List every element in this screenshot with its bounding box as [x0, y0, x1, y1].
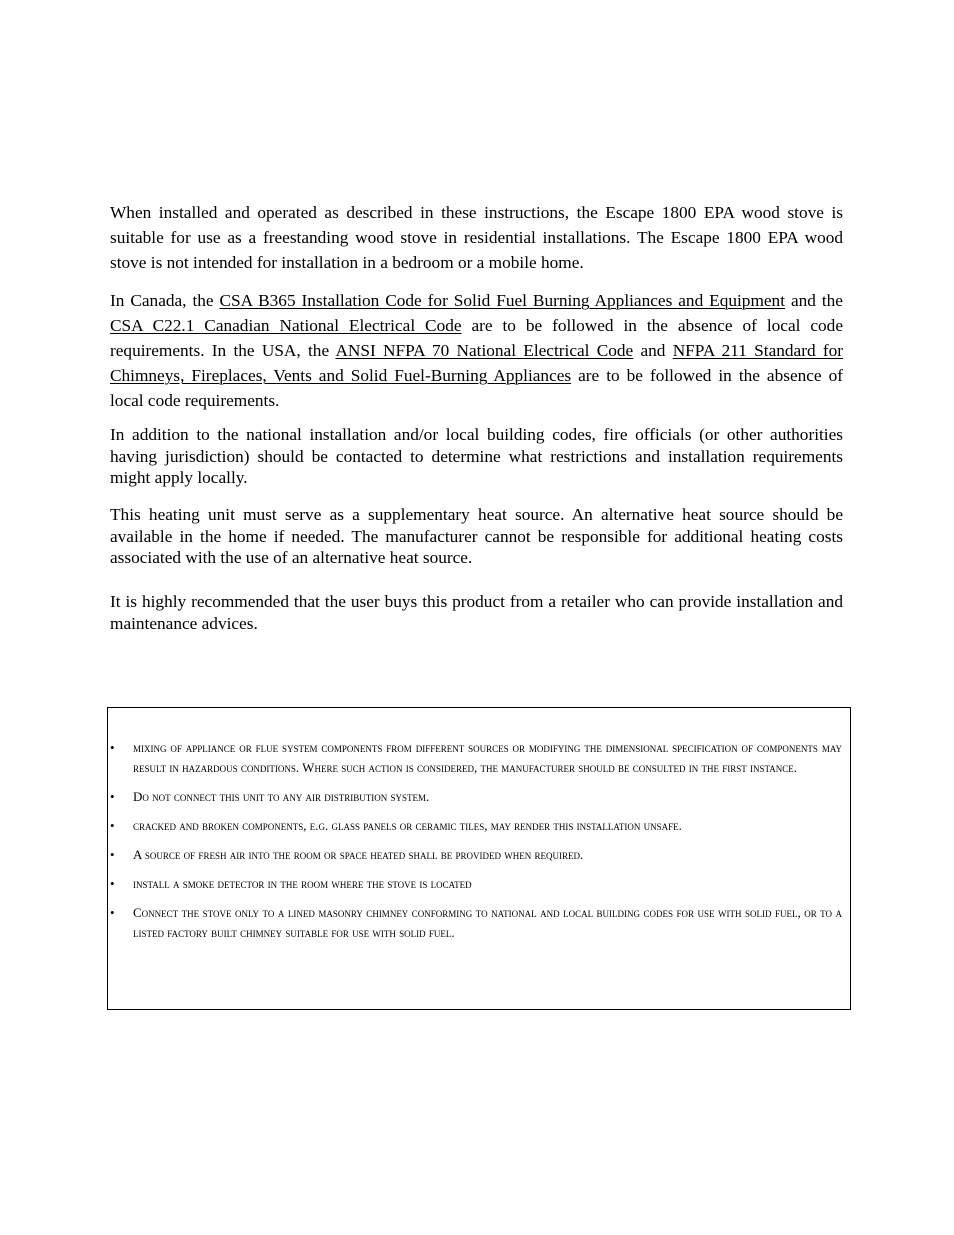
- bullet-icon: •: [110, 905, 115, 920]
- codes-text-2: and the: [785, 291, 843, 310]
- intro-paragraph-retailer: It is highly recommended that the user buys this product from a retailer who can provide installation and maintenance advices.: [110, 592, 843, 633]
- codes-text-3: are to be followed in the absence of local code requirements. In the USA, the: [110, 316, 843, 360]
- warning-item: [108, 845, 850, 865]
- codes-text-1: In Canada, the: [110, 291, 220, 310]
- link-nfpa-211[interactable]: NFPA 211 Standard for Chimneys, Fireplaces, Vents and Solid Fuel-Burning Appliances: [110, 341, 844, 385]
- warning-text: mixing of appliance or flue system components from different sources or modifying the dimensional specification of components may result in hazardous conditions. Where such action is considered, the manufacturer should be consulted in the first instance.: [133, 740, 842, 775]
- intro-paragraph-local-authorities: In addition to the national installation and/or local building codes, fire officials (or other authorities having jurisdiction) should be contacted to determine what restrictions and installation requirements might apply locally.: [110, 425, 843, 487]
- warning-item: [108, 787, 850, 807]
- warning-text: install a smoke detector in the room where the stove is located: [133, 876, 472, 891]
- warning-item: [108, 874, 850, 894]
- warning-text: Do not connect this unit to any air distribution system.: [133, 789, 430, 804]
- bullet-icon: •: [110, 847, 115, 862]
- bullet-icon: •: [110, 876, 115, 891]
- bullet-icon: •: [110, 740, 115, 755]
- warning-text: A source of fresh air into the room or space heated shall be provided when required.: [133, 847, 584, 862]
- warning-text: cracked and broken components, e.g. glass panels or ceramic tiles, may render this installation unsafe.: [133, 818, 682, 833]
- link-nfpa-70[interactable]: ANSI NFPA 70 National Electrical Code: [335, 341, 634, 360]
- codes-text-5: are to be followed in the absence of local code requirements.: [110, 366, 843, 410]
- link-csa-c22[interactable]: CSA C22.1 Canadian National Electrical Code: [110, 316, 462, 335]
- warning-item: [108, 903, 850, 943]
- warning-item: [108, 816, 850, 836]
- link-csa-b365[interactable]: CSA B365 Installation Code for Solid Fuel Burning Appliances and Equipment: [219, 291, 785, 310]
- intro-paragraph-supplementary-heat: This heating unit must serve as a supplementary heat source. An alternative heat source should be available in the home if needed. The manufacturer cannot be responsible for additional heating costs associated with the use of an alternative heat source.: [110, 505, 843, 567]
- bullet-icon: •: [110, 789, 115, 804]
- codes-text-4: and: [633, 341, 673, 360]
- intro-paragraph-suitability: When installed and operated as described in these instructions, the Escape 1800 EPA wood stove is suitable for use as a freestanding wood stove in residential installations. The Escape 1800 EPA wood stove is not intended for installation in a bedroom or a mobile home.: [110, 203, 843, 272]
- warning-item: [108, 738, 850, 778]
- bullet-icon: •: [110, 818, 115, 833]
- warning-list: [108, 738, 850, 952]
- intro-paragraph-codes: [110, 288, 843, 413]
- warning-box: [107, 707, 851, 1010]
- warning-text: Connect the stove only to a lined masonry chimney conforming to national and local building codes for use with solid fuel, or to a listed factory built chimney suitable for use with solid fuel.: [133, 905, 842, 940]
